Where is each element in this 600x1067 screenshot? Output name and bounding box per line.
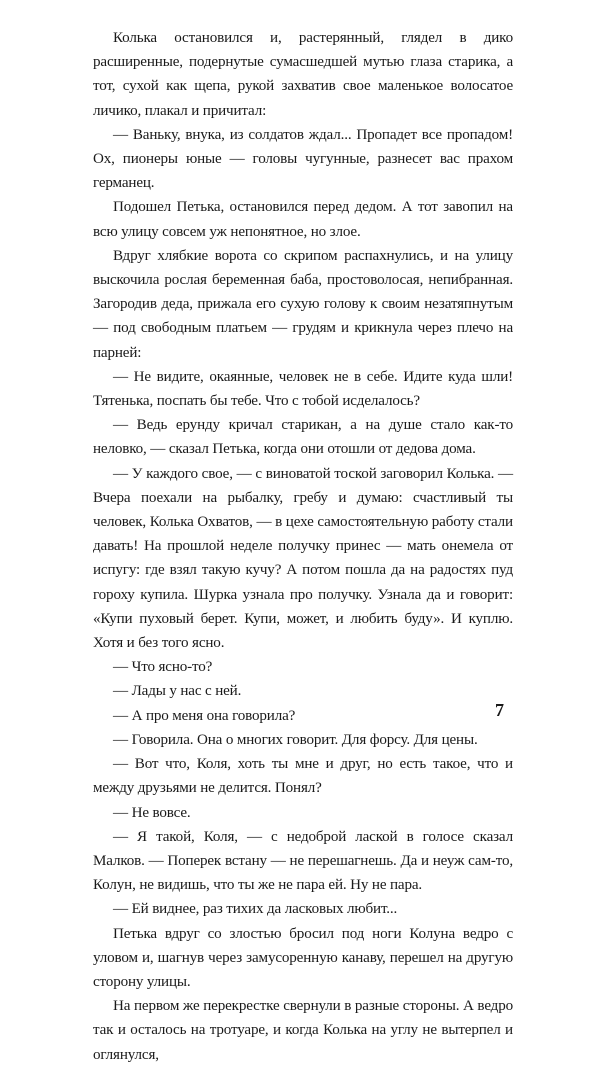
paragraph: — Что ясно-то? [113,659,213,676]
paragraph: — У каждого свое, — с виноватой тоской заговорил Колька. — Вчера поехали на рыбалку, гребу и думаю: счастливый ты человек, Колька Охватов, — в цехе самостоятельную работу стали давать! На прошлой неделе получку принес — мать онемела от испугу: где взял такую кучу? А потом пошла да на радостях пуд гороху купила. Шурка узнала про получку. Узнала да и говорит: «Купи пуховый берет. Купи, может, и любить буду». И куплю. Хотя и без того ясно. [93,465,513,652]
paragraph: — Говорила. Она о многих говорит. Для форсу. Для цены. [113,731,478,748]
paragraph: — А про меня она говорила? [113,707,296,724]
paragraph: Подошел Петька, остановился перед дедом. А тот завопил на всю улицу совсем уж непонятное, но злое. [93,199,513,240]
paragraph: — Не видите, окаянные, человек не в себе. Идите куда шли! Тятенька, поспать бы тебе. Что с тобой исделалось? [93,368,513,410]
paragraph: Петька вдруг со злостью бросил под ноги Колуна ведро с уловом и, шагнув через замусоренную канаву, перешел на другую сторону улицы. [93,925,513,990]
paragraph: На первом же перекрестке свернули в разные стороны. А ведро так и осталось на тротуаре, и когда Колька на углу не вытерпел и оглянулся, [93,998,513,1063]
paragraph: Вдруг хлябкие ворота со скрипом распахнулись, и на улицу выскочила рослая беременная баба, простоволосая, непибранная. Загородив деда, прижала его сухую голову к своим незатяпнутым — под свободным платьем — грудям и крикнула через плечо на парней: [93,247,513,361]
page-body [93,26,513,1067]
paragraph: — Лады у нас с ней. [113,683,242,700]
paragraph: — Я такой, Коля, — с недоброй лаской в голосе сказал Малков. — Поперек встану — не перешагнешь. Да и неуж сам-то, Колун, не видишь, что ты же не пара ей. Ну не пара. [93,828,513,894]
paragraph: — Ей виднее, раз тихих да ласковых любит... [113,901,398,918]
paragraph: — Ведь ерунду кричал старикан, а на душе стало как-то неловко, — сказал Петька, когда они отошли от дедова дома. [93,417,513,458]
paragraph: — Ваньку, внука, из солдатов ждал... Пропадет все пропадом! Ох, пионеры юные — головы чугунные, разнесет вас прахом германец. [93,126,513,192]
paragraph: Колька остановился и, растерянный, глядел в дико расширенные, подернутые сумасшедшей мутью глаза старика, а тот, сухой как щепа, рукой захватив свое маленькое волосатое личико, плакал и причитал: [93,30,513,119]
page-number: 7 [495,700,504,720]
paragraph: — Вот что, Коля, хоть ты мне и друг, но есть такое, что и между друзьями не делится. Понял? [93,756,513,797]
paragraph: — Не вовсе. [113,804,191,821]
